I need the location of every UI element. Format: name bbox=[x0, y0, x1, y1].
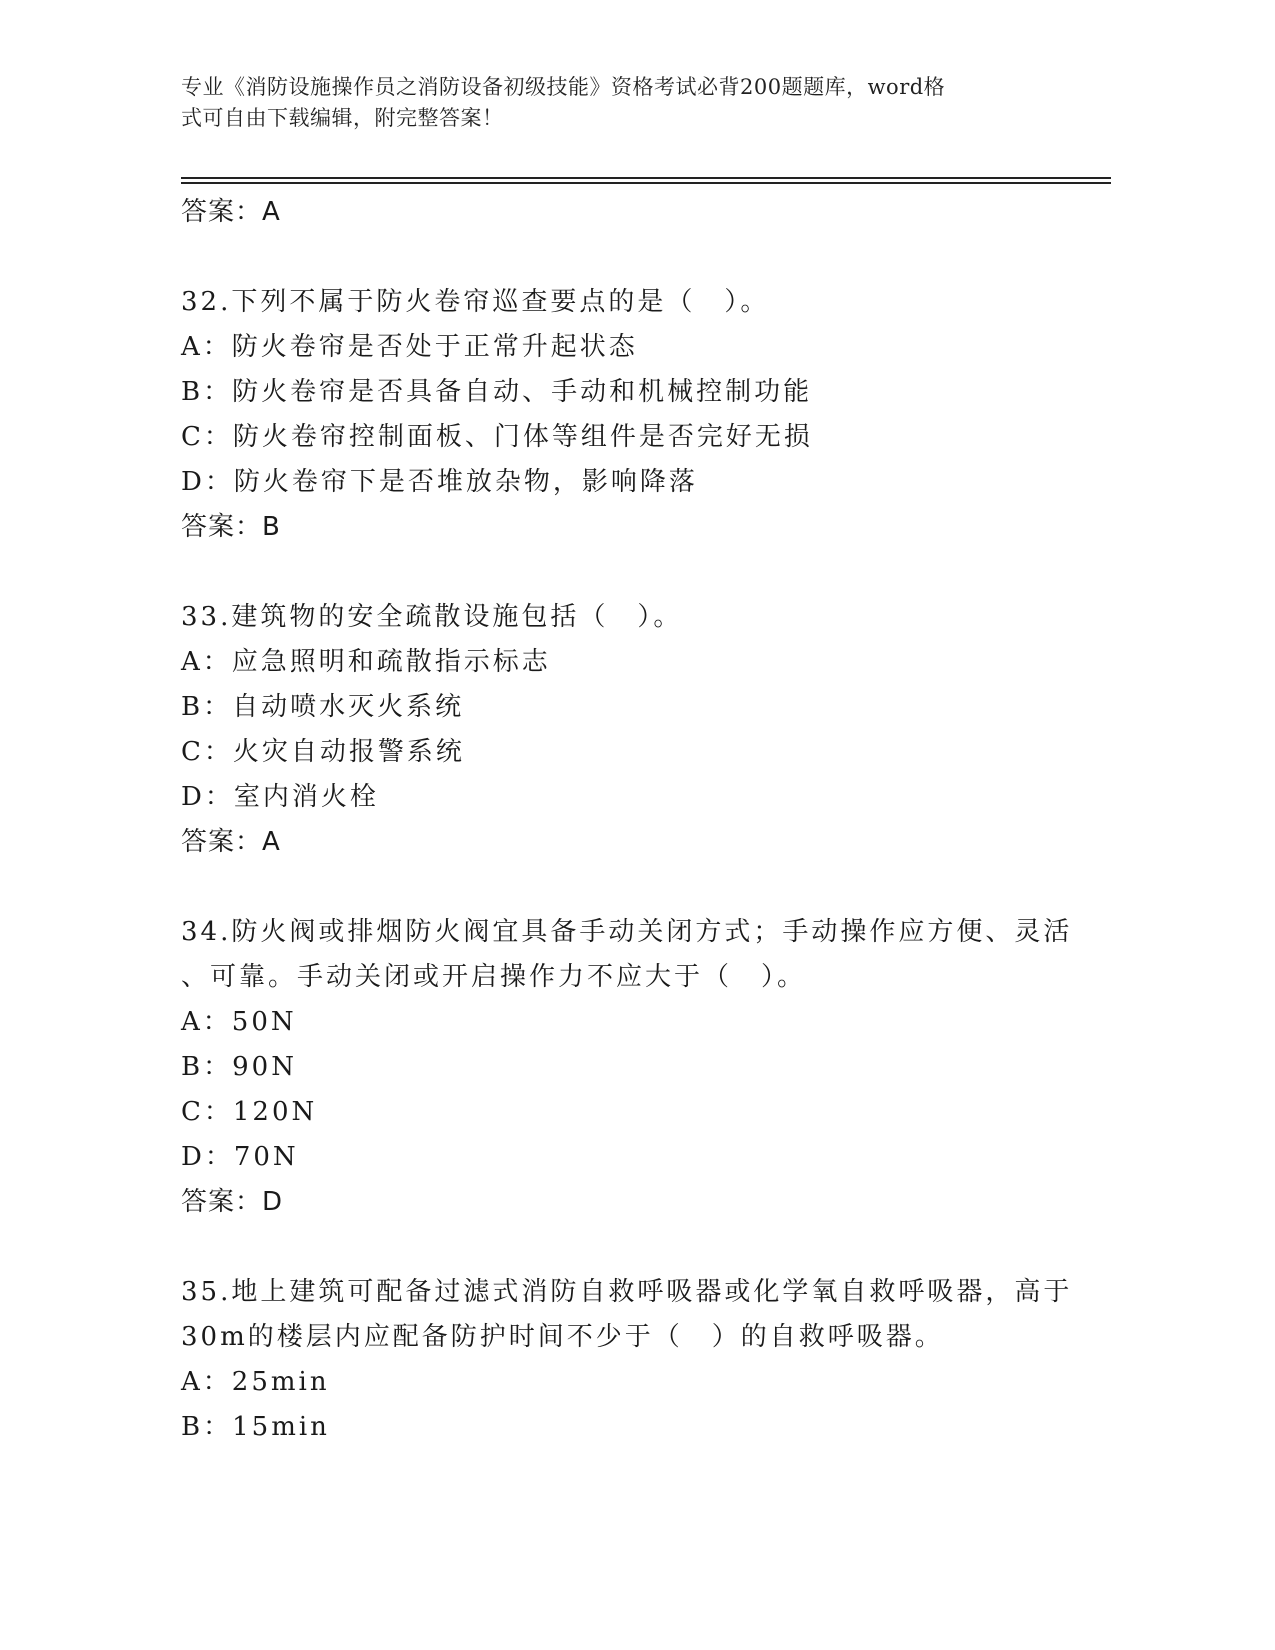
option-c: C：火灾自动报警系统 bbox=[181, 737, 465, 767]
option-a: A：防火卷帘是否处于正常升起状态 bbox=[181, 332, 638, 362]
option-d: D：70N bbox=[181, 1142, 299, 1172]
question-stem-line-1: 34.防火阀或排烟防火阀宜具备手动关闭方式；手动操作应方便、灵活 bbox=[181, 917, 1073, 947]
question-32 bbox=[181, 280, 1081, 550]
question-stem: 33.建筑物的安全疏散设施包括（ ）。 bbox=[181, 602, 683, 632]
option-a: A：25min bbox=[181, 1367, 330, 1397]
question-stem-line-2: 、可靠。手动关闭或开启操作力不应大于（ ）。 bbox=[181, 962, 807, 992]
option-c: C：120N bbox=[181, 1097, 318, 1127]
option-b: B：防火卷帘是否具备自动、手动和机械控制功能 bbox=[181, 377, 813, 407]
document-header bbox=[181, 72, 1041, 134]
option-c: C：防火卷帘控制面板、门体等组件是否完好无损 bbox=[181, 422, 813, 452]
question-list bbox=[181, 190, 1081, 1450]
spacer bbox=[181, 1225, 1081, 1270]
option-d: D：室内消火栓 bbox=[181, 782, 379, 812]
question-stem: 32.下列不属于防火卷帘巡查要点的是（ ）。 bbox=[181, 287, 770, 317]
option-d: D：防火卷帘下是否堆放杂物，影响降落 bbox=[181, 467, 698, 497]
spacer bbox=[181, 235, 1081, 280]
header-rule-top bbox=[181, 177, 1111, 179]
answer-q34: 答案：D bbox=[181, 1187, 284, 1217]
header-rule-bottom bbox=[181, 182, 1111, 184]
answer-q31: 答案：A bbox=[181, 197, 281, 227]
question-34 bbox=[181, 910, 1081, 1225]
option-b: B：自动喷水灭火系统 bbox=[181, 692, 465, 722]
question-33 bbox=[181, 595, 1081, 865]
answer-q33: 答案：A bbox=[181, 827, 281, 857]
option-a: A：应急照明和疏散指示标志 bbox=[181, 647, 551, 677]
answer-q32: 答案：B bbox=[181, 512, 281, 542]
header-line-2: 式可自由下载编辑，附完整答案！ bbox=[181, 106, 504, 130]
option-a: A：50N bbox=[181, 1007, 297, 1037]
question-stem-line-2: 30m的楼层内应配备防护时间不少于（ ）的自救呼吸器。 bbox=[181, 1322, 944, 1352]
question-stem-line-1: 35.地上建筑可配备过滤式消防自救呼吸器或化学氧自救呼吸器，高于 bbox=[181, 1277, 1073, 1307]
option-b: B：15min bbox=[181, 1412, 330, 1442]
spacer bbox=[181, 550, 1081, 595]
header-line-1: 专业《消防设施操作员之消防设备初级技能》资格考试必背200题题库，word格 bbox=[181, 75, 946, 99]
option-b: B：90N bbox=[181, 1052, 297, 1082]
question-35 bbox=[181, 1270, 1081, 1450]
spacer bbox=[181, 865, 1081, 910]
